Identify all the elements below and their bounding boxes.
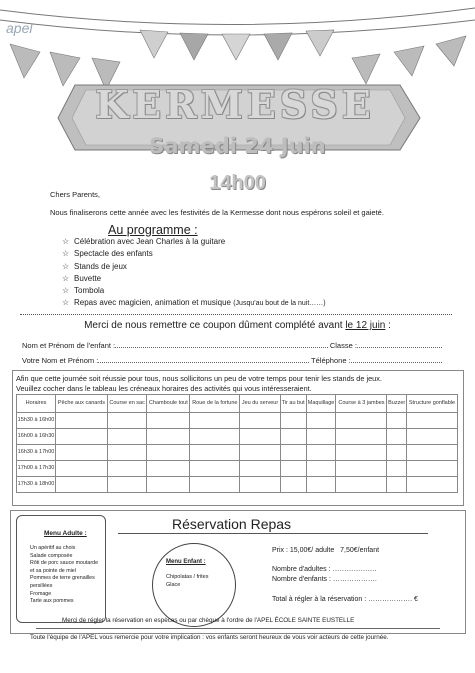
star-icon: ☆ [62,237,70,246]
coupon-instruction: Merci de nous remettre ce coupon dûment complété avant le 12 juin : [84,320,391,331]
slot-cell[interactable] [190,461,240,477]
menu-enfant-list: Chipolatas / frites Glace [166,574,209,588]
schedule-table [16,394,458,493]
slot-cell[interactable] [280,477,306,493]
star-icon: ☆ [62,298,70,308]
slot-cell[interactable] [107,413,146,429]
slot-cell[interactable] [406,477,457,493]
reservation-title: Réservation Repas [172,516,292,532]
column-header: Chamboule tout [147,395,190,413]
nb-children-field[interactable]: Nombre d'enfants : ………………. [272,576,377,583]
slot-cell[interactable] [240,413,280,429]
help-text-2: Veuillez cocher dans le tableau les créneaux horaires des activités qui vous intéresseraient. [16,384,312,393]
child-name-row [22,341,442,350]
slot-cell[interactable] [56,445,108,461]
slot-cell[interactable] [107,461,146,477]
phone-label: Téléphone : [311,356,351,365]
star-icon: ☆ [62,273,70,283]
parent-name-field[interactable] [98,356,309,363]
slot-cell[interactable] [280,413,306,429]
column-header: Horaires [17,395,56,413]
slot-cell[interactable] [387,413,407,429]
intro-text: Nous finaliserons cette année avec les festivités de la Kermesse dont nous espérons soleil et gaieté. [50,208,384,217]
slot-cell[interactable] [280,461,306,477]
menu-enfant-title: Menu Enfant : [166,559,206,565]
slot-cell[interactable] [306,429,336,445]
column-header: Structure gonflable [406,395,457,413]
slot-cell[interactable] [406,413,457,429]
slot-cell[interactable] [147,445,190,461]
slot-cell[interactable] [240,429,280,445]
list-item: ☆ Spectacle des enfants [62,248,326,260]
time-slot: 16h30 à 17h00 [17,445,56,461]
phone-field[interactable] [351,356,442,363]
list-item: ☆ Tombola [62,285,326,297]
class-label: Classe : [329,341,357,350]
payment-note: Merci de régler la réservation en espèces ou par chèque à l'ordre de l'APEL ÉCOLE SAINTE EUSTELLE [62,617,355,624]
table-row [17,429,458,445]
list-item: ☆ Repas avec magicien, animation et musique (Jusqu'au bout de la nuit……) [62,297,326,309]
slot-cell[interactable] [190,429,240,445]
event-date: Samedi 24 Juin [149,134,326,158]
slot-cell[interactable] [306,413,336,429]
class-field[interactable] [357,341,442,348]
slot-cell[interactable] [336,413,387,429]
parent-name-row [22,356,442,365]
column-header: Buzzer [387,395,407,413]
slot-cell[interactable] [406,461,457,477]
table-row [17,445,458,461]
table-row [17,413,458,429]
star-icon: ☆ [62,286,70,296]
star-icon: ☆ [62,261,70,271]
slot-cell[interactable] [387,445,407,461]
menu-adulte-list: Un apéritif au choix Salade composée Rôti de porc sauce moutarde et sa pointe de miel Pommes de terre grenailles persillées Fromage Tarte aux pommes [30,545,99,605]
programme-note-end: ……) [309,300,326,308]
slot-cell[interactable] [190,413,240,429]
time-slot: 15h30 à 16h00 [17,413,56,429]
slot-cell[interactable] [56,429,108,445]
slot-cell[interactable] [107,429,146,445]
slot-cell[interactable] [107,477,146,493]
slot-cell[interactable] [406,429,457,445]
column-header: Course en sac [107,395,146,413]
table-row [17,461,458,477]
slot-cell[interactable] [147,413,190,429]
slot-cell[interactable] [240,461,280,477]
table-header-row [17,395,458,413]
slot-cell[interactable] [280,429,306,445]
menu-adulte-title: Menu Adulte : [44,530,87,537]
slot-cell[interactable] [336,461,387,477]
nb-adults-field[interactable]: Nombre d'adultes : ………………. [272,566,377,573]
slot-cell[interactable] [406,445,457,461]
total-field[interactable]: Total à régler à la réservation : ………………. € [272,596,418,603]
time-slot: 17h30 à 18h00 [17,477,56,493]
greeting: Chers Parents, [50,190,101,199]
slot-cell[interactable] [240,477,280,493]
programme-list [62,236,326,310]
slot-cell[interactable] [147,477,190,493]
event-time: 14h00 [209,172,266,194]
slot-cell[interactable] [336,445,387,461]
page-title: KERMESSE [95,82,375,127]
slot-cell[interactable] [336,477,387,493]
help-text: Afin que cette journée soit réussie pour tous, nous sollicitons un peu de votre temps pour tenir les stands de jeux. [16,374,382,383]
slot-cell[interactable] [387,461,407,477]
column-header: Course à 3 jambes [336,395,387,413]
list-item: ☆ Stands de jeux [62,261,326,273]
column-header: Tir au but [280,395,306,413]
slot-cell[interactable] [190,445,240,461]
slot-cell[interactable] [336,429,387,445]
slot-cell[interactable] [107,445,146,461]
title-underline [118,533,428,534]
apel-logo: apel [6,20,33,36]
list-item: ☆ Célébration avec Jean Charles à la guitare [62,236,326,248]
child-name-field[interactable] [115,341,328,348]
programme-title: Au programme : [108,223,198,237]
payment-underline [36,628,440,629]
footer-text: Toute l'équipe de l'APEL vous remercie pour votre implication : vos enfants seront heureux de vous voir acteurs de cette journée. [30,634,389,641]
column-header: Maquillage [306,395,336,413]
child-name-label: Nom et Prénom de l'enfant : [22,341,116,350]
time-slot: 16h00 à 16h30 [17,429,56,445]
slot-cell[interactable] [147,461,190,477]
slot-cell[interactable] [56,477,108,493]
programme-note: (Jusqu'au bout de la nuit [233,300,310,308]
slot-cell[interactable] [306,445,336,461]
time-slot: 17h00 à 17h30 [17,461,56,477]
star-icon: ☆ [62,249,70,259]
coupon-deadline: le 12 juin [345,320,386,331]
slot-cell[interactable] [147,429,190,445]
parent-name-label: Votre Nom et Prénom : [22,356,99,365]
column-header: Jeu du serveur [240,395,280,413]
price-line: Prix : 15,00€/ adulte 7,50€/enfant [272,547,380,554]
table-row [17,477,458,493]
column-header: Pêche aux canards [56,395,108,413]
slot-cell[interactable] [306,477,336,493]
slot-cell[interactable] [387,477,407,493]
slot-cell[interactable] [56,461,108,477]
divider [20,314,452,315]
column-header: Roue de la fortune [190,395,240,413]
list-item: ☆ Buvette [62,273,326,285]
slot-cell[interactable] [240,445,280,461]
slot-cell[interactable] [387,429,407,445]
slot-cell[interactable] [306,461,336,477]
slot-cell[interactable] [190,477,240,493]
slot-cell[interactable] [280,445,306,461]
slot-cell[interactable] [56,413,108,429]
